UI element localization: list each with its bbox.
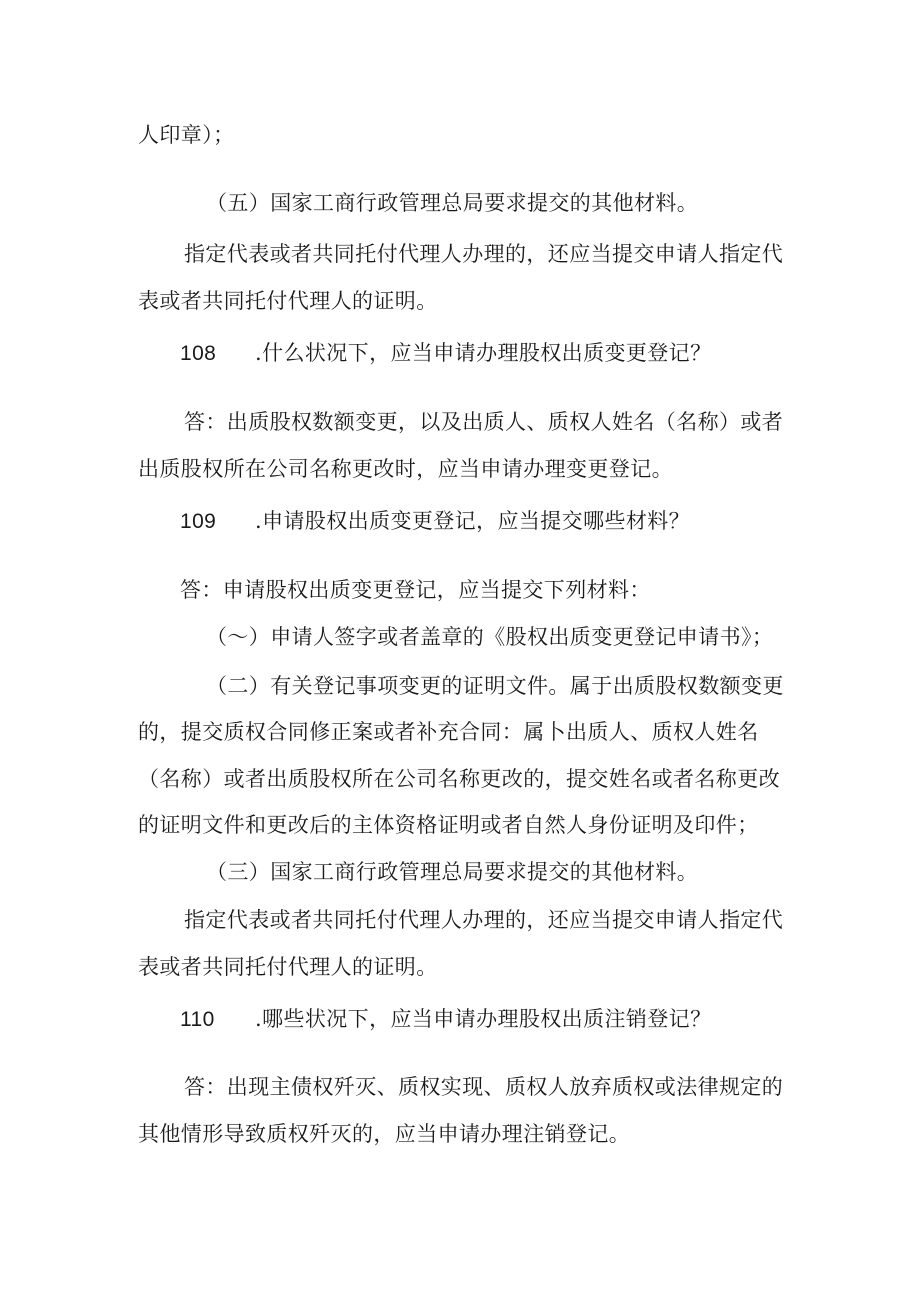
- paragraph-line: 人印章）；: [138, 123, 235, 147]
- question-heading: [180, 339, 830, 368]
- question-number: 108: [180, 342, 217, 365]
- answer-line: 答：出现主债权歼灭、质权实现、质权人放弃质权或法律规定的: [184, 1075, 784, 1099]
- list-item-line: （二）有关登记事项变更的证明文件。属于出质股权数额变更: [206, 674, 784, 698]
- answer-line: 出质股权所在公司名称更改时，应当申请办理变更登记。: [138, 457, 673, 481]
- paragraph-line: 指定代表或者共同托付代理人办理的，还应当提交申请人指定代: [184, 242, 784, 266]
- paragraph-line: 的，提交质权合同修正案或者补充合同：属卜出质人、质权人姓名: [138, 720, 759, 744]
- paragraph-line: 指定代表或者共同托付代理人办理的，还应当提交申请人指定代: [184, 908, 784, 932]
- question-heading: [180, 1005, 830, 1034]
- list-item-line: （五）国家工商行政管理总局要求提交的其他材料。: [206, 191, 699, 215]
- answer-line: 答：出质股权数额变更，以及出质人、质权人姓名（名称）或者: [184, 410, 784, 434]
- list-item-line: （三）国家工商行政管理总局要求提交的其他材料。: [206, 860, 699, 884]
- paragraph-line: 表或者共同托付代理人的证明。: [138, 955, 438, 979]
- question-text: .申请股权出质变更登记，应当提交哪些材料？: [255, 509, 691, 533]
- answer-line: 答：申请股权出质变更登记，应当提交下列材料：: [180, 578, 651, 602]
- question-text: .什么状况下，应当申请办理股权出质变更登记？: [255, 341, 712, 365]
- answer-line: 其他情形导致质权歼灭的，应当申请办理注销登记。: [138, 1122, 631, 1146]
- list-item-line: （〜）申请人签字或者盖章的《股权出质变更登记申请书》；: [206, 625, 774, 649]
- paragraph-line: （名称）或者出质股权所在公司名称更改的，提交姓名或者名称更改: [138, 767, 780, 791]
- question-text: .哪些状况下，应当申请办理股权出质注销登记？: [255, 1007, 712, 1031]
- paragraph-line: 的证明文件和更改后的主体资格证明或者自然人身份证明及印件；: [138, 813, 759, 837]
- question-number: 110: [180, 1008, 215, 1031]
- question-heading: [180, 507, 830, 536]
- question-number: 109: [180, 510, 217, 533]
- paragraph-line: 表或者共同托付代理人的证明。: [138, 289, 438, 313]
